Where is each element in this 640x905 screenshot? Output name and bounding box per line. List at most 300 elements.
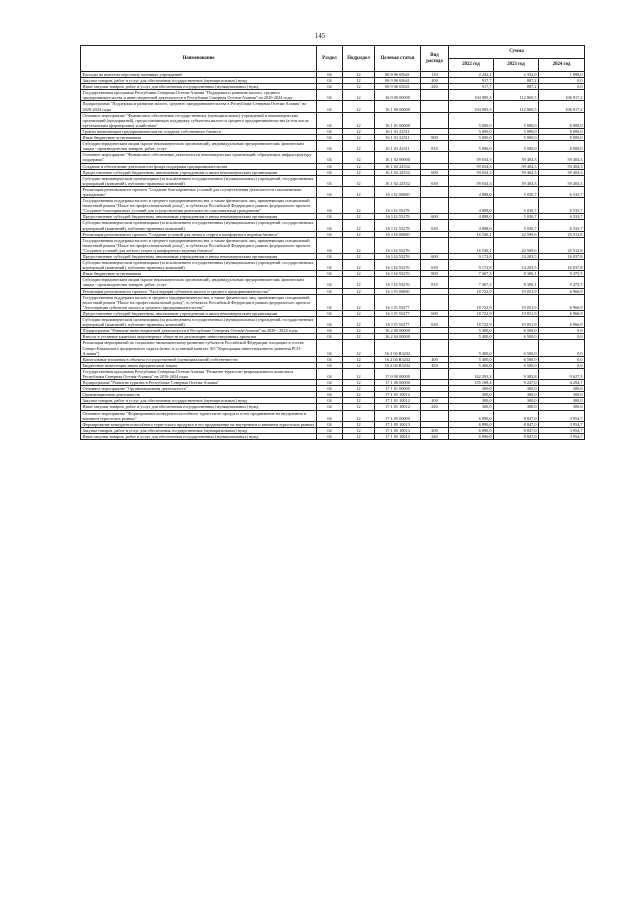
- row-2022: 18 722,9: [449, 288, 494, 294]
- row-section: 04: [317, 288, 343, 294]
- row-target: 16 1 I4 55276: [375, 260, 421, 271]
- row-2022: 155 108,4: [449, 380, 494, 386]
- row-subsection: 12: [343, 112, 375, 128]
- row-2023: 59 404,3: [494, 175, 539, 186]
- row-2023: 22 509,6: [494, 231, 539, 237]
- row-name: Государственная программа Республики Северная Осетия-Алания "Развитие туристско-рекреационного комплекса Республики Северная Осетия-Алания" на 2016-2024 годы: [81, 368, 317, 379]
- row-expense-type: 240: [421, 404, 449, 410]
- row-expense-type: 200: [421, 78, 449, 84]
- row-subsection: 12: [343, 310, 375, 316]
- row-2023: 14 203,5: [494, 260, 539, 271]
- row-target: 16 1 02 22532: [375, 175, 421, 186]
- header-expense-type: Вид расхода: [421, 46, 449, 72]
- row-expense-type: [421, 294, 449, 310]
- row-2022: 5 400,0: [449, 362, 494, 368]
- table-body: [81, 72, 585, 440]
- row-subsection: 12: [343, 392, 375, 398]
- row-section: 04: [317, 169, 343, 175]
- row-2022: 18 722,9: [449, 317, 494, 328]
- row-2023: 14 203,5: [494, 254, 539, 260]
- row-name: Создание и обеспечение деятельности фонда поддержки предпринимательства: [81, 163, 317, 169]
- row-2022: 5 400,0: [449, 356, 494, 362]
- row-section: 04: [317, 198, 343, 214]
- row-target: 16 2 04 00000: [375, 334, 421, 340]
- row-subsection: 12: [343, 356, 375, 362]
- row-target: 16 1 I5 55277: [375, 294, 421, 310]
- row-2022: 5 000,0: [449, 128, 494, 134]
- row-2023: 300,0: [494, 404, 539, 410]
- row-expense-type: [421, 152, 449, 163]
- row-2024: 6 533,7: [539, 186, 585, 197]
- table-row: [81, 220, 585, 231]
- row-name: Иные бюджетные ассигнования: [81, 135, 317, 141]
- row-expense-type: 400: [421, 356, 449, 362]
- row-section: 04: [317, 340, 343, 356]
- row-2023: 19 051,9: [494, 310, 539, 316]
- row-expense-type: 600: [421, 254, 449, 260]
- row-section: 04: [317, 368, 343, 379]
- row-name: Государственная поддержка малого и среднего предпринимательства, а также физических лиц, применяющих специальный налоговый режим "Налог на профессиональный доход", в субъектах Российской Федерации в рамках федерального проекта "Акселерация субъектов малого и среднего предпринимательства": [81, 294, 317, 310]
- row-target: 16 2 04 R3232: [375, 340, 421, 356]
- row-section: 04: [317, 90, 343, 101]
- table-row: [81, 340, 585, 356]
- row-2022: 18 722,9: [449, 294, 494, 310]
- row-target: 16 1 I4 55276: [375, 277, 421, 288]
- row-expense-type: [421, 368, 449, 379]
- row-name: Предоставление субсидий бюджетным, автономным учреждениям и иным некоммерческим организациям: [81, 254, 317, 260]
- row-target: 16 1 I4 55276: [375, 271, 421, 277]
- row-name: Подпрограмма "Развитие туризма в Республике Северная Осетия-Алания": [81, 380, 317, 386]
- row-2022: 917,7: [449, 78, 494, 84]
- row-section: 04: [317, 433, 343, 439]
- row-subsection: 12: [343, 410, 375, 421]
- row-target: 16 1 I2 00000: [375, 186, 421, 197]
- row-2024: 3 954,7: [539, 433, 585, 439]
- row-section: 04: [317, 260, 343, 271]
- row-target: 16 1 01 22511: [375, 141, 421, 152]
- row-section: 04: [317, 152, 343, 163]
- row-section: 04: [317, 392, 343, 398]
- row-name: Иные закупки товаров, работ и услуг для обеспечения государственных (муниципальных) нужд: [81, 84, 317, 90]
- row-target: 16 2 00 00000: [375, 328, 421, 334]
- row-section: 04: [317, 135, 343, 141]
- row-name: Субсидии некоммерческим организациям (за исключением государственных (муниципальных) учреждений, государственных корпораций (компаний), публично-правовых компаний): [81, 317, 317, 328]
- row-2024: 0,0: [539, 356, 585, 362]
- row-2022: 300,0: [449, 392, 494, 398]
- row-2024: 3 954,7: [539, 421, 585, 427]
- row-subsection: 12: [343, 433, 375, 439]
- row-2022: 59 034,3: [449, 175, 494, 186]
- row-target: 17 0 00 00000: [375, 368, 421, 379]
- row-expense-type: 630: [421, 317, 449, 328]
- row-2022: 917,7: [449, 84, 494, 90]
- table-row: [81, 410, 585, 421]
- row-2024: 6 966,9: [539, 288, 585, 294]
- row-section: 04: [317, 334, 343, 340]
- row-section: 04: [317, 101, 343, 112]
- row-2022: 6 890,0: [449, 427, 494, 433]
- row-2024: 1 898,0: [539, 72, 585, 78]
- row-name: Реализация регионального проекта "Акселерация субъектов малого и среднего предпринимательства": [81, 288, 317, 294]
- row-target: 17 1 01 10012: [375, 398, 421, 404]
- row-name: Расходы на выплаты персоналу казенных учреждений: [81, 72, 317, 78]
- row-2022: 59 034,3: [449, 152, 494, 163]
- header-2022: 2022 год: [449, 59, 494, 72]
- row-section: 04: [317, 254, 343, 260]
- row-subsection: 12: [343, 271, 375, 277]
- row-target: 16 1 00 00000: [375, 101, 421, 112]
- row-2022: 4 888,0: [449, 214, 494, 220]
- row-section: 04: [317, 362, 343, 368]
- row-2024: 59 404,3: [539, 169, 585, 175]
- row-2022: 4 888,0: [449, 186, 494, 197]
- row-2022: 300,0: [449, 386, 494, 392]
- row-subsection: 12: [343, 380, 375, 386]
- row-2023: 5 000,0: [494, 112, 539, 128]
- table-row: [81, 186, 585, 197]
- row-2024: 6 533,7: [539, 214, 585, 220]
- row-subsection: 12: [343, 328, 375, 334]
- row-section: 04: [317, 317, 343, 328]
- row-target: 17 1 00 00000: [375, 380, 421, 386]
- row-section: 04: [317, 112, 343, 128]
- row-2024: 25 512,8: [539, 237, 585, 253]
- row-subsection: 12: [343, 135, 375, 141]
- row-2022: 16 540,1: [449, 237, 494, 253]
- row-section: 04: [317, 427, 343, 433]
- row-expense-type: [421, 112, 449, 128]
- header-section: Раздел: [317, 46, 343, 72]
- row-name: Формирование конкурентоспособного туристского продукта и его продвижение на внутреннем и внешнем туристских рынках: [81, 421, 317, 427]
- row-subsection: 12: [343, 288, 375, 294]
- row-2022: 2 242,1: [449, 72, 494, 78]
- row-expense-type: [421, 198, 449, 214]
- row-name: Закупка товаров, работ и услуг для обеспечения государственных (муниципальных) нужд: [81, 78, 317, 84]
- row-name: Реализация регионального проекта "Создание условий для легкого старта и комфортного ведения бизнеса": [81, 231, 317, 237]
- row-expense-type: 600: [421, 214, 449, 220]
- row-2022: 5 400,0: [449, 334, 494, 340]
- header-name: Наименование: [81, 46, 317, 72]
- row-2023: 5 030,7: [494, 220, 539, 231]
- row-2022: 9 172,8: [449, 254, 494, 260]
- row-name: Иные бюджетные ассигнования: [81, 271, 317, 277]
- row-subsection: 12: [343, 231, 375, 237]
- row-subsection: 12: [343, 78, 375, 84]
- row-2023: 8 306,1: [494, 277, 539, 288]
- row-2024: 6 533,7: [539, 198, 585, 214]
- table-row: [81, 198, 585, 214]
- row-2024: 59 404,3: [539, 175, 585, 186]
- row-subsection: 12: [343, 294, 375, 310]
- row-2024: 300,0: [539, 392, 585, 398]
- row-2024: 300,0: [539, 386, 585, 392]
- header-2023: 2023 год: [494, 59, 539, 72]
- row-2022: 6 890,0: [449, 433, 494, 439]
- row-subsection: 12: [343, 214, 375, 220]
- table-row: [81, 90, 585, 101]
- row-2024: 59 404,3: [539, 163, 585, 169]
- row-subsection: 12: [343, 84, 375, 90]
- table-row: [81, 433, 585, 439]
- row-subsection: 12: [343, 277, 375, 288]
- row-section: 04: [317, 404, 343, 410]
- header-sum: Сумма: [449, 46, 585, 59]
- row-expense-type: 810: [421, 141, 449, 152]
- row-subsection: 12: [343, 237, 375, 253]
- row-2023: 887,2: [494, 78, 539, 84]
- row-subsection: 12: [343, 169, 375, 175]
- row-expense-type: 630: [421, 220, 449, 231]
- row-subsection: 12: [343, 340, 375, 356]
- row-name: Закупка товаров, работ и услуг для обеспечения государственных (муниципальных) нужд: [81, 398, 317, 404]
- row-section: 04: [317, 380, 343, 386]
- row-subsection: 12: [343, 90, 375, 101]
- row-section: 04: [317, 214, 343, 220]
- row-name: Предоставление субсидий бюджетным, автономным учреждениям и иным некоммерческим организациям: [81, 214, 317, 220]
- row-2022: 104 985,3: [449, 101, 494, 112]
- row-2022: 6 890,0: [449, 421, 494, 427]
- row-expense-type: 450: [421, 362, 449, 368]
- row-2022: 4 888,0: [449, 220, 494, 231]
- row-2023: 8 847,0: [494, 421, 539, 427]
- row-2023: 5 030,7: [494, 186, 539, 197]
- row-2024: 0,0: [539, 334, 585, 340]
- row-2024: 6 966,9: [539, 317, 585, 328]
- row-section: 04: [317, 128, 343, 134]
- row-section: 04: [317, 175, 343, 186]
- row-section: 04: [317, 398, 343, 404]
- row-2024: 0,0: [539, 78, 585, 84]
- row-subsection: 12: [343, 317, 375, 328]
- row-2024: 0,0: [539, 362, 585, 368]
- row-target: 16 1 02 22532: [375, 169, 421, 175]
- row-2022: 5 000,0: [449, 135, 494, 141]
- row-2024: 16 037,8: [539, 260, 585, 271]
- row-2024: 0,0: [539, 340, 585, 356]
- header-subsection: Подраздел: [343, 46, 375, 72]
- table-row: [81, 368, 585, 379]
- row-target: 16 1 01 00000: [375, 112, 421, 128]
- page-number: 145: [314, 32, 326, 40]
- row-target: 16 1 I5 55277: [375, 310, 421, 316]
- row-section: 04: [317, 78, 343, 84]
- row-2024: 8 000,0: [539, 112, 585, 128]
- row-section: 04: [317, 84, 343, 90]
- row-2023: 9 247,0: [494, 380, 539, 386]
- row-name: Государственная поддержка малого и среднего предпринимательства, а также физических лиц, применяющих специальный налоговый режим "Налог на профессиональный доход", в субъектах Российской Федерации в рамках федерального проекта "Создание условий для легкого старта и комфортного ведения бизнеса": [81, 237, 317, 253]
- row-target: 16 1 01 22511: [375, 135, 421, 141]
- row-target: 16 0 00 00000: [375, 90, 421, 101]
- row-2023: 6 500,0: [494, 328, 539, 334]
- row-target: 17 1 01 00000: [375, 386, 421, 392]
- row-subsection: 12: [343, 186, 375, 197]
- row-2022: 5 000,0: [449, 112, 494, 128]
- row-target: 16 1 I2 55278: [375, 198, 421, 214]
- row-subsection: 12: [343, 334, 375, 340]
- row-section: 04: [317, 271, 343, 277]
- row-name: Субсидии некоммерческим организациям (за исключением государственных (муниципальных) учреждений, государственных корпораций (компаний), публично-правовых компаний): [81, 175, 317, 186]
- row-expense-type: 600: [421, 169, 449, 175]
- row-name: Капитальные вложения в объекты государственной (муниципальной) собственности: [81, 356, 317, 362]
- row-2022: 7 367,3: [449, 277, 494, 288]
- row-2023: 5 000,0: [494, 135, 539, 141]
- row-name: Подпрограмма "Поддержка и развитие малого, среднего предпринимательства в Республике Северная Осетия-Алания" на 2020-2024 годы: [81, 101, 317, 112]
- row-expense-type: [421, 410, 449, 421]
- row-2023: 59 404,3: [494, 152, 539, 163]
- row-target: 16 1 01 22511: [375, 128, 421, 134]
- table-row: [81, 277, 585, 288]
- row-2024: 6 533,7: [539, 220, 585, 231]
- row-2023: 8 847,0: [494, 410, 539, 421]
- row-target: 06 9 06 65641: [375, 84, 421, 90]
- row-subsection: 12: [343, 362, 375, 368]
- row-2024: 3 954,7: [539, 427, 585, 433]
- row-2023: 300,0: [494, 386, 539, 392]
- row-subsection: 12: [343, 152, 375, 163]
- row-2023: 59 404,3: [494, 163, 539, 169]
- row-name: Закупка товаров, работ и услуг для обеспечения государственных (муниципальных) нужд: [81, 427, 317, 433]
- table-row: [81, 237, 585, 253]
- row-2023: 5 000,0: [494, 128, 539, 134]
- row-2024: 6 966,9: [539, 294, 585, 310]
- row-subsection: 12: [343, 368, 375, 379]
- row-2023: 6 500,0: [494, 334, 539, 340]
- row-subsection: 12: [343, 72, 375, 78]
- row-target: 17 1 05 10013: [375, 433, 421, 439]
- row-subsection: 12: [343, 254, 375, 260]
- row-subsection: 12: [343, 141, 375, 152]
- row-name: Предоставление субсидий бюджетным, автономным учреждениям и иным некоммерческим организациям: [81, 310, 317, 316]
- row-section: 04: [317, 186, 343, 197]
- row-2024: 25 512,8: [539, 231, 585, 237]
- row-section: 04: [317, 328, 343, 334]
- row-2022: 16 540,1: [449, 231, 494, 237]
- row-expense-type: 240: [421, 433, 449, 439]
- row-expense-type: 800: [421, 271, 449, 277]
- row-section: 04: [317, 277, 343, 288]
- row-subsection: 12: [343, 427, 375, 433]
- row-2023: 8 306,1: [494, 271, 539, 277]
- table-row: [81, 175, 585, 186]
- row-target: 16 1 I5 00000: [375, 288, 421, 294]
- row-name: Субсидии юридическим лицам (кроме некоммерческих организаций), индивидуальным предпринимателям, физическим лицам - производителям товаров, работ, услуг: [81, 141, 317, 152]
- row-2023: 6 500,0: [494, 340, 539, 356]
- row-expense-type: 600: [421, 310, 449, 316]
- row-2022: 5 400,0: [449, 340, 494, 356]
- table-row: [81, 112, 585, 128]
- table-row: [81, 294, 585, 310]
- row-section: 04: [317, 72, 343, 78]
- row-2024: 4 254,7: [539, 380, 585, 386]
- row-2023: 112 869,5: [494, 90, 539, 101]
- row-name: Иные закупки товаров, работ и услуг для обеспечения государственных (муниципальных) нужд: [81, 404, 317, 410]
- row-2023: 19 051,9: [494, 294, 539, 310]
- row-target: 16 1 02 22532: [375, 163, 421, 169]
- row-target: 16 1 I5 55277: [375, 317, 421, 328]
- row-subsection: 12: [343, 175, 375, 186]
- row-name: Иные закупки товаров, работ и услуг для обеспечения государственных (муниципальных) нужд: [81, 433, 317, 439]
- row-expense-type: [421, 340, 449, 356]
- row-target: 17 1 01 10012: [375, 392, 421, 398]
- row-2023: 5 000,0: [494, 141, 539, 152]
- row-target: 06 9 06 65641: [375, 78, 421, 84]
- row-2023: 6 500,0: [494, 356, 539, 362]
- row-2024: 8 000,0: [539, 141, 585, 152]
- row-2023: 5 030,7: [494, 198, 539, 214]
- row-section: 04: [317, 141, 343, 152]
- row-2023: 8 847,0: [494, 433, 539, 439]
- row-2024: 3 954,7: [539, 410, 585, 421]
- row-expense-type: 200: [421, 427, 449, 433]
- row-subsection: 12: [343, 386, 375, 392]
- table-row: [81, 141, 585, 152]
- row-target: 16 1 02 00000: [375, 152, 421, 163]
- row-target: 16 1 I2 55278: [375, 220, 421, 231]
- row-name: Основное мероприятие "Организационная деятельность": [81, 386, 317, 392]
- row-2024: 59 404,3: [539, 152, 585, 163]
- row-2023: 300,0: [494, 398, 539, 404]
- row-2023: 8 847,0: [494, 427, 539, 433]
- row-expense-type: 110: [421, 72, 449, 78]
- row-2023: 22 509,6: [494, 237, 539, 253]
- row-2022: 9 172,8: [449, 260, 494, 271]
- row-2023: 112 869,5: [494, 101, 539, 112]
- row-2023: 6 500,0: [494, 362, 539, 368]
- row-2022: 162 293,3: [449, 368, 494, 379]
- row-subsection: 12: [343, 404, 375, 410]
- row-target: 16 2 04 R3232: [375, 356, 421, 362]
- header-2024: 2024 год: [539, 59, 585, 72]
- row-section: 04: [317, 310, 343, 316]
- budget-table: [80, 45, 585, 440]
- row-2023: 2 332,0: [494, 72, 539, 78]
- row-expense-type: 200: [421, 398, 449, 404]
- row-2022: 18 722,9: [449, 310, 494, 316]
- row-expense-type: 800: [421, 135, 449, 141]
- row-2023: 5 030,7: [494, 214, 539, 220]
- row-section: 04: [317, 410, 343, 421]
- row-2024: 16 037,8: [539, 254, 585, 260]
- row-target: 16 1 I4 00000: [375, 231, 421, 237]
- row-name: Основное мероприятие "Финансовое обеспечение деятельности некоммерческих организаций, образующих инфраструктуру поддержки": [81, 152, 317, 163]
- row-target: 17 1 01 10012: [375, 404, 421, 410]
- row-2024: 300,0: [539, 404, 585, 410]
- row-name: Реализация регионального проекта "Создание благоприятных условий для осуществления деятельности самозанятыми гражданами": [81, 186, 317, 197]
- row-subsection: 12: [343, 128, 375, 134]
- row-subsection: 12: [343, 101, 375, 112]
- row-2022: 5 000,0: [449, 141, 494, 152]
- row-2024: 9 475,5: [539, 277, 585, 288]
- row-name: Субсидии некоммерческим организациям (за исключением государственных (муниципальных) учреждений, государственных корпораций (компаний), публично-правовых компаний): [81, 260, 317, 271]
- row-2024: 106 917,2: [539, 101, 585, 112]
- row-section: 04: [317, 356, 343, 362]
- row-name: Государственная поддержка малого и среднего предпринимательства, а также физических лиц, применяющих специальный налоговый режим "Налог на профессиональный доход", в субъектах Российской Федерации в рамках федерального проекта "Создание благоприятных условий для осуществления деятельности самозанятыми гражданами": [81, 198, 317, 214]
- row-name: Гранты начинающим предпринимателям на создание собственного бизнеса: [81, 128, 317, 134]
- row-2022: 59 034,3: [449, 163, 494, 169]
- row-2024: 8 000,0: [539, 135, 585, 141]
- row-target: 17 1 05 00000: [375, 410, 421, 421]
- row-2024: 0,0: [539, 84, 585, 90]
- table-row: [81, 101, 585, 112]
- row-subsection: 12: [343, 421, 375, 427]
- row-2023: 9 383,8: [494, 368, 539, 379]
- row-target: 17 1 05 10013: [375, 421, 421, 427]
- header-target: Целевая статья: [375, 46, 421, 72]
- row-target: 16 1 I4 55276: [375, 254, 421, 260]
- row-subsection: 12: [343, 198, 375, 214]
- row-subsection: 12: [343, 163, 375, 169]
- row-target: 17 1 05 10013: [375, 427, 421, 433]
